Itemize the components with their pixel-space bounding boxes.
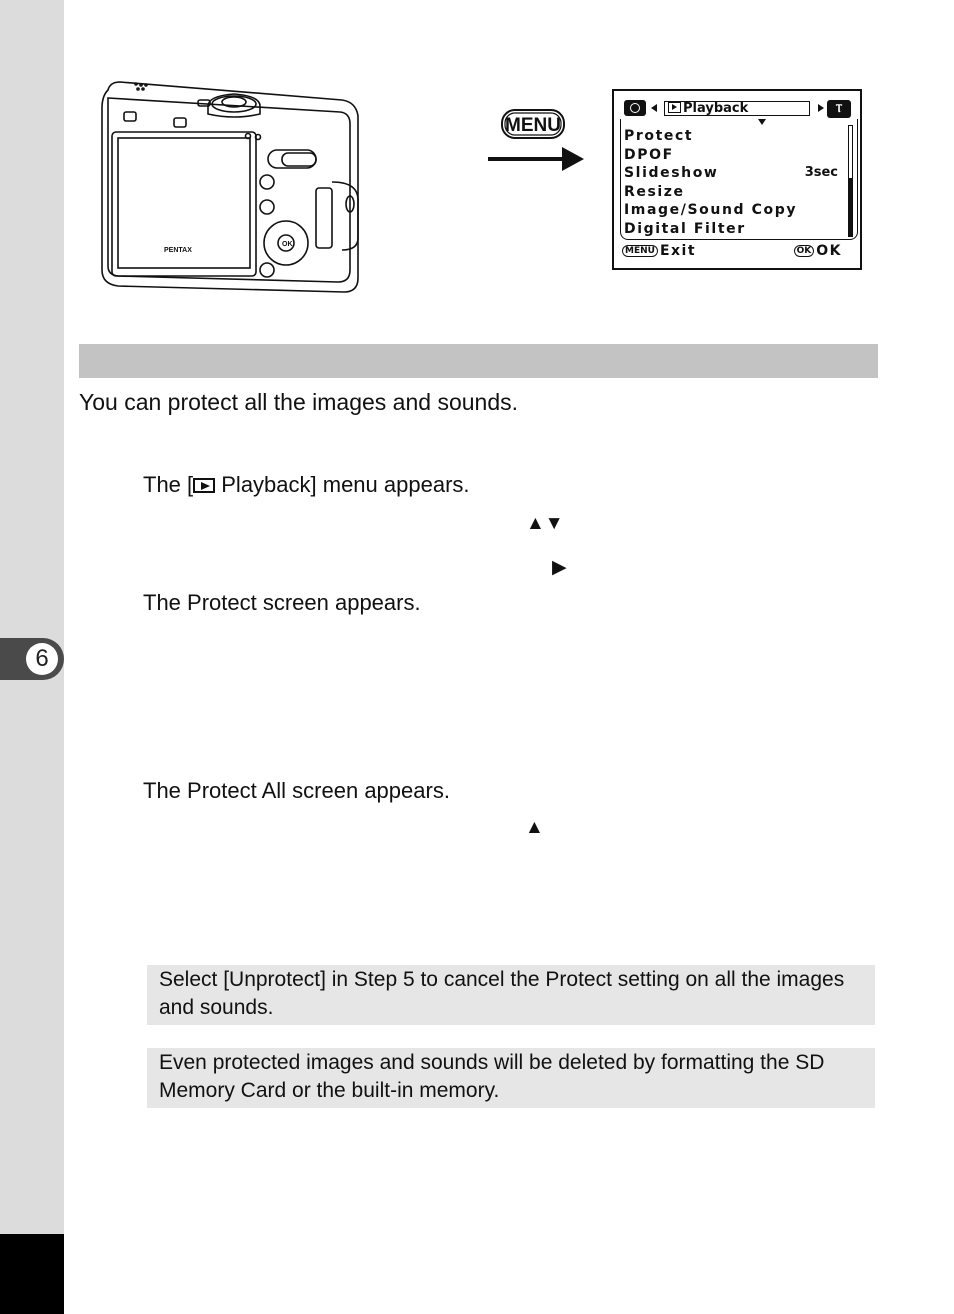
section-heading-bar [79, 344, 878, 378]
menu-key-label: MENU [505, 115, 561, 136]
step-playback-menu-text: The [ Playback] menu appears. [143, 472, 470, 497]
step-protect-all-text: The Protect All screen appears. [143, 778, 450, 803]
menu-button-icon [500, 108, 566, 140]
lcd-menu-item: Digital Filter [624, 220, 746, 237]
lcd-tab-playback [664, 101, 810, 116]
up-down-arrow-icon: ▲▼ [526, 513, 564, 534]
lcd-menu-item: Slideshow 3sec [624, 165, 838, 181]
camera-brand: PENTAX [164, 247, 192, 254]
lcd-playback-menu [612, 89, 862, 270]
menu-pill-icon: MENU [622, 245, 658, 257]
memo-note-1: Select [Unprotect] in Step 5 to cancel the Protect setting on all the images and sounds. [147, 965, 875, 1025]
lcd-footer [620, 243, 856, 261]
triangle-left-icon [651, 104, 657, 112]
arrow-right-icon [486, 142, 586, 176]
step-protect-screen-text: The Protect screen appears. [143, 590, 421, 615]
lcd-menu-item: Resize [624, 183, 685, 200]
ok-pill-icon: OK [794, 245, 815, 257]
lcd-tab-label: Playback [683, 101, 749, 116]
lcd-scrollbar [848, 125, 853, 237]
triangle-right-icon [818, 104, 824, 112]
page-corner-block [0, 1234, 64, 1314]
setup-wrench-icon: Ⲧ [827, 100, 851, 118]
camera-mode-icon [624, 100, 646, 116]
right-arrow-icon: ▶ [552, 557, 567, 578]
lcd-menu-item: Image/Sound Copy [624, 202, 798, 218]
up-arrow-icon: ▲ [525, 817, 544, 838]
intro-text: You can protect all the images and sounds. [79, 389, 518, 415]
playback-icon [668, 102, 681, 113]
lcd-menu-item: Protect [624, 128, 694, 144]
lcd-menu-item: DPOF [624, 146, 674, 163]
caution-note-1: Even protected images and sounds will be deleted by formatting the SD Memory Card or the built-in memory. [147, 1048, 875, 1108]
ok-label: OK [816, 243, 842, 259]
exit-label: Exit [659, 243, 697, 259]
camera-illustration [96, 78, 368, 296]
playback-icon [193, 478, 215, 493]
camera-ok-label: OK [282, 241, 293, 248]
lcd-menu-list [624, 127, 838, 238]
chapter-number: 6 [26, 643, 58, 675]
